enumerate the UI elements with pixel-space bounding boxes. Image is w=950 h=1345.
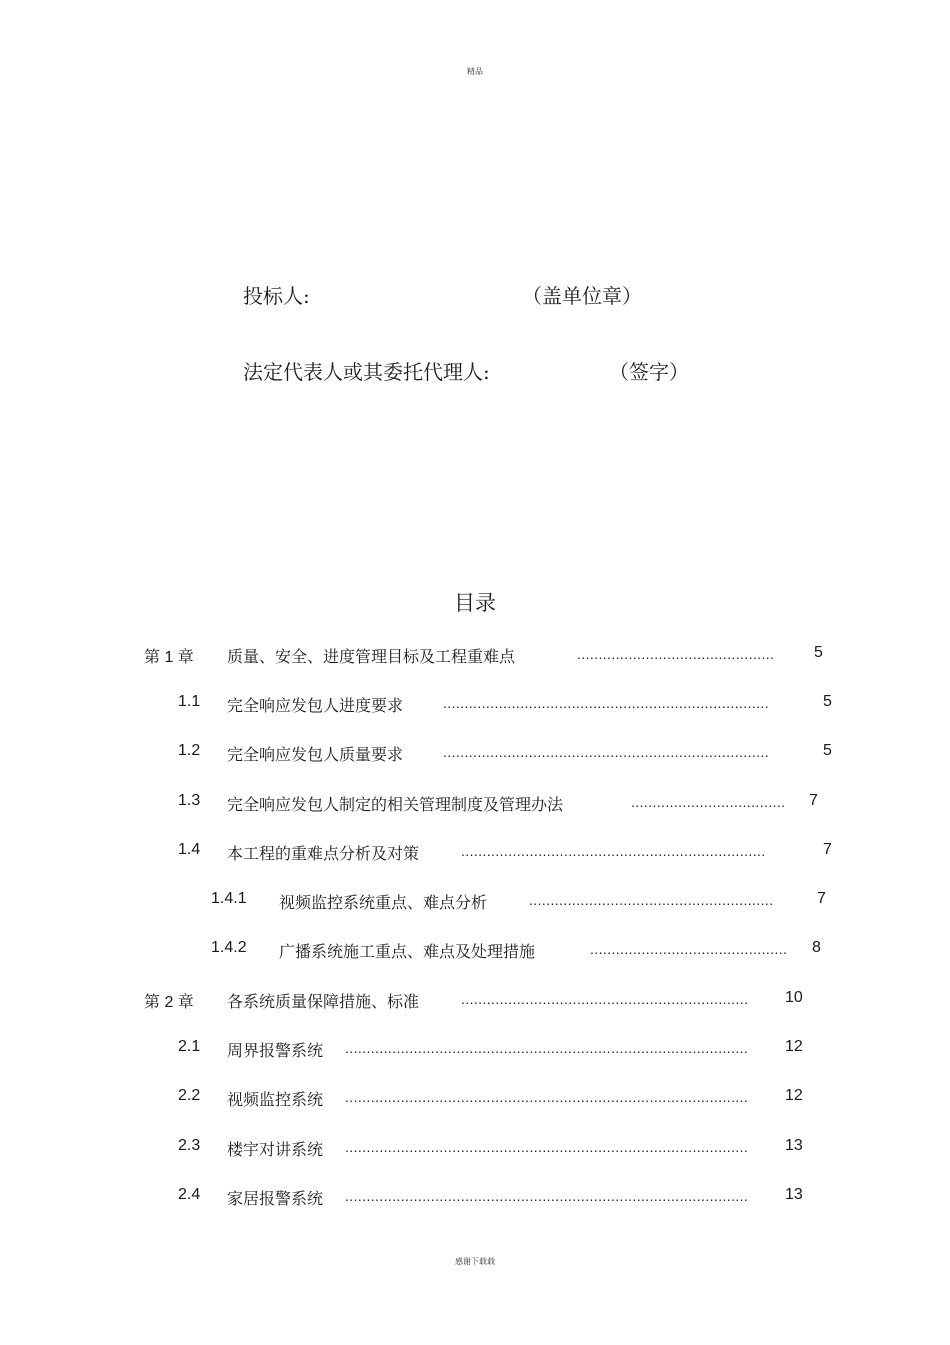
toc-entry-title: 家居报警系统 (227, 1189, 324, 1208)
toc-entry (0, 989, 950, 1011)
toc-entry-page: 10 (785, 989, 803, 1006)
toc-entry-leader: .............................................. (577, 646, 775, 662)
toc-entry-number: 2.3 (178, 1137, 201, 1154)
toc-entry-page: 7 (823, 841, 832, 858)
toc-entry-leader: .............................................................................................. (345, 1139, 749, 1155)
toc-entry (0, 693, 950, 715)
representative-line (243, 356, 693, 384)
bidder-seal-note: （盖单位章） (522, 284, 642, 308)
toc-entry-page: 12 (785, 1087, 803, 1104)
toc-entry-leader: ............................................................................ (443, 695, 770, 711)
toc-entry-number: 2.4 (178, 1186, 201, 1203)
toc-entry (0, 1038, 950, 1060)
toc-entry-leader: ....................................................................... (461, 843, 766, 859)
toc-entry-page: 8 (812, 939, 821, 956)
toc-entry-title: 广播系统施工重点、难点及处理措施 (279, 942, 536, 961)
toc-entry-page: 13 (785, 1186, 803, 1203)
toc-entry-leader: ......................................................... (529, 892, 774, 908)
representative-sign-note: （签字） (609, 360, 689, 384)
toc-entry-title: 完全响应发包人质量要求 (227, 745, 404, 764)
toc-entry-leader: .............................................................................................. (345, 1089, 749, 1105)
toc-entry (0, 1087, 950, 1109)
toc-entry-page: 7 (817, 890, 826, 907)
toc-entry (0, 841, 950, 863)
toc-entry-title: 本工程的重难点分析及对策 (227, 844, 420, 863)
toc-entry-leader: .................................... (631, 794, 786, 810)
toc-entry (0, 939, 950, 961)
toc-entry-number: 1.4.2 (211, 939, 247, 956)
toc-entry (0, 1186, 950, 1208)
toc-entry-page: 7 (809, 792, 818, 809)
header-watermark: 精品 (467, 67, 483, 76)
toc-entry-page: 13 (785, 1137, 803, 1154)
toc-entry-page: 5 (814, 644, 823, 661)
toc-entry (0, 1137, 950, 1159)
toc-entry-number: 2.1 (178, 1038, 201, 1055)
toc-entry-page: 12 (785, 1038, 803, 1055)
toc-entry-number: 1.4 (178, 841, 201, 858)
toc-entry-title: 完全响应发包人进度要求 (227, 696, 404, 715)
toc-entry (0, 644, 950, 666)
bidder-label: 投标人: (243, 284, 310, 308)
toc-entry (0, 792, 950, 814)
toc-entry-title: 周界报警系统 (227, 1041, 324, 1060)
toc-entry-leader: .............................................. (590, 941, 788, 957)
toc-entry-number: 1.2 (178, 742, 201, 759)
toc-entry-number: 2.2 (178, 1087, 201, 1104)
toc-entry-number: 1.4.1 (211, 890, 247, 907)
representative-label: 法定代表人或其委托代理人: (243, 360, 490, 384)
toc-entry-number: 1.1 (178, 693, 201, 710)
bidder-line (243, 280, 663, 308)
toc-entry-title: 各系统质量保障措施、标准 (227, 992, 420, 1011)
toc-entry-leader: ............................................................................ (443, 744, 770, 760)
toc-entry (0, 742, 950, 764)
toc-entry-number: 第 1 章 (144, 649, 194, 666)
toc-title: 目录 (454, 591, 496, 615)
toc-entry-leader: .............................................................................................. (345, 1040, 749, 1056)
toc-entry-number: 1.3 (178, 792, 201, 809)
toc-entry-title: 质量、安全、进度管理目标及工程重难点 (227, 647, 516, 666)
toc-entry-page: 5 (823, 742, 832, 759)
toc-entry-leader: .............................................................................................. (345, 1188, 749, 1204)
toc-entry-title: 完全响应发包人制定的相关管理制度及管理办法 (227, 795, 564, 814)
toc-entry (0, 890, 950, 912)
footer-watermark: 感谢下载载 (455, 1257, 495, 1266)
toc-entry-number: 第 2 章 (144, 994, 194, 1011)
toc-entry-title: 视频监控系统 (227, 1090, 324, 1109)
toc-entry-leader: ................................................................... (461, 991, 749, 1007)
toc-entry-title: 视频监控系统重点、难点分析 (279, 893, 488, 912)
toc-entry-page: 5 (823, 693, 832, 710)
toc-entry-title: 楼宇对讲系统 (227, 1140, 324, 1159)
